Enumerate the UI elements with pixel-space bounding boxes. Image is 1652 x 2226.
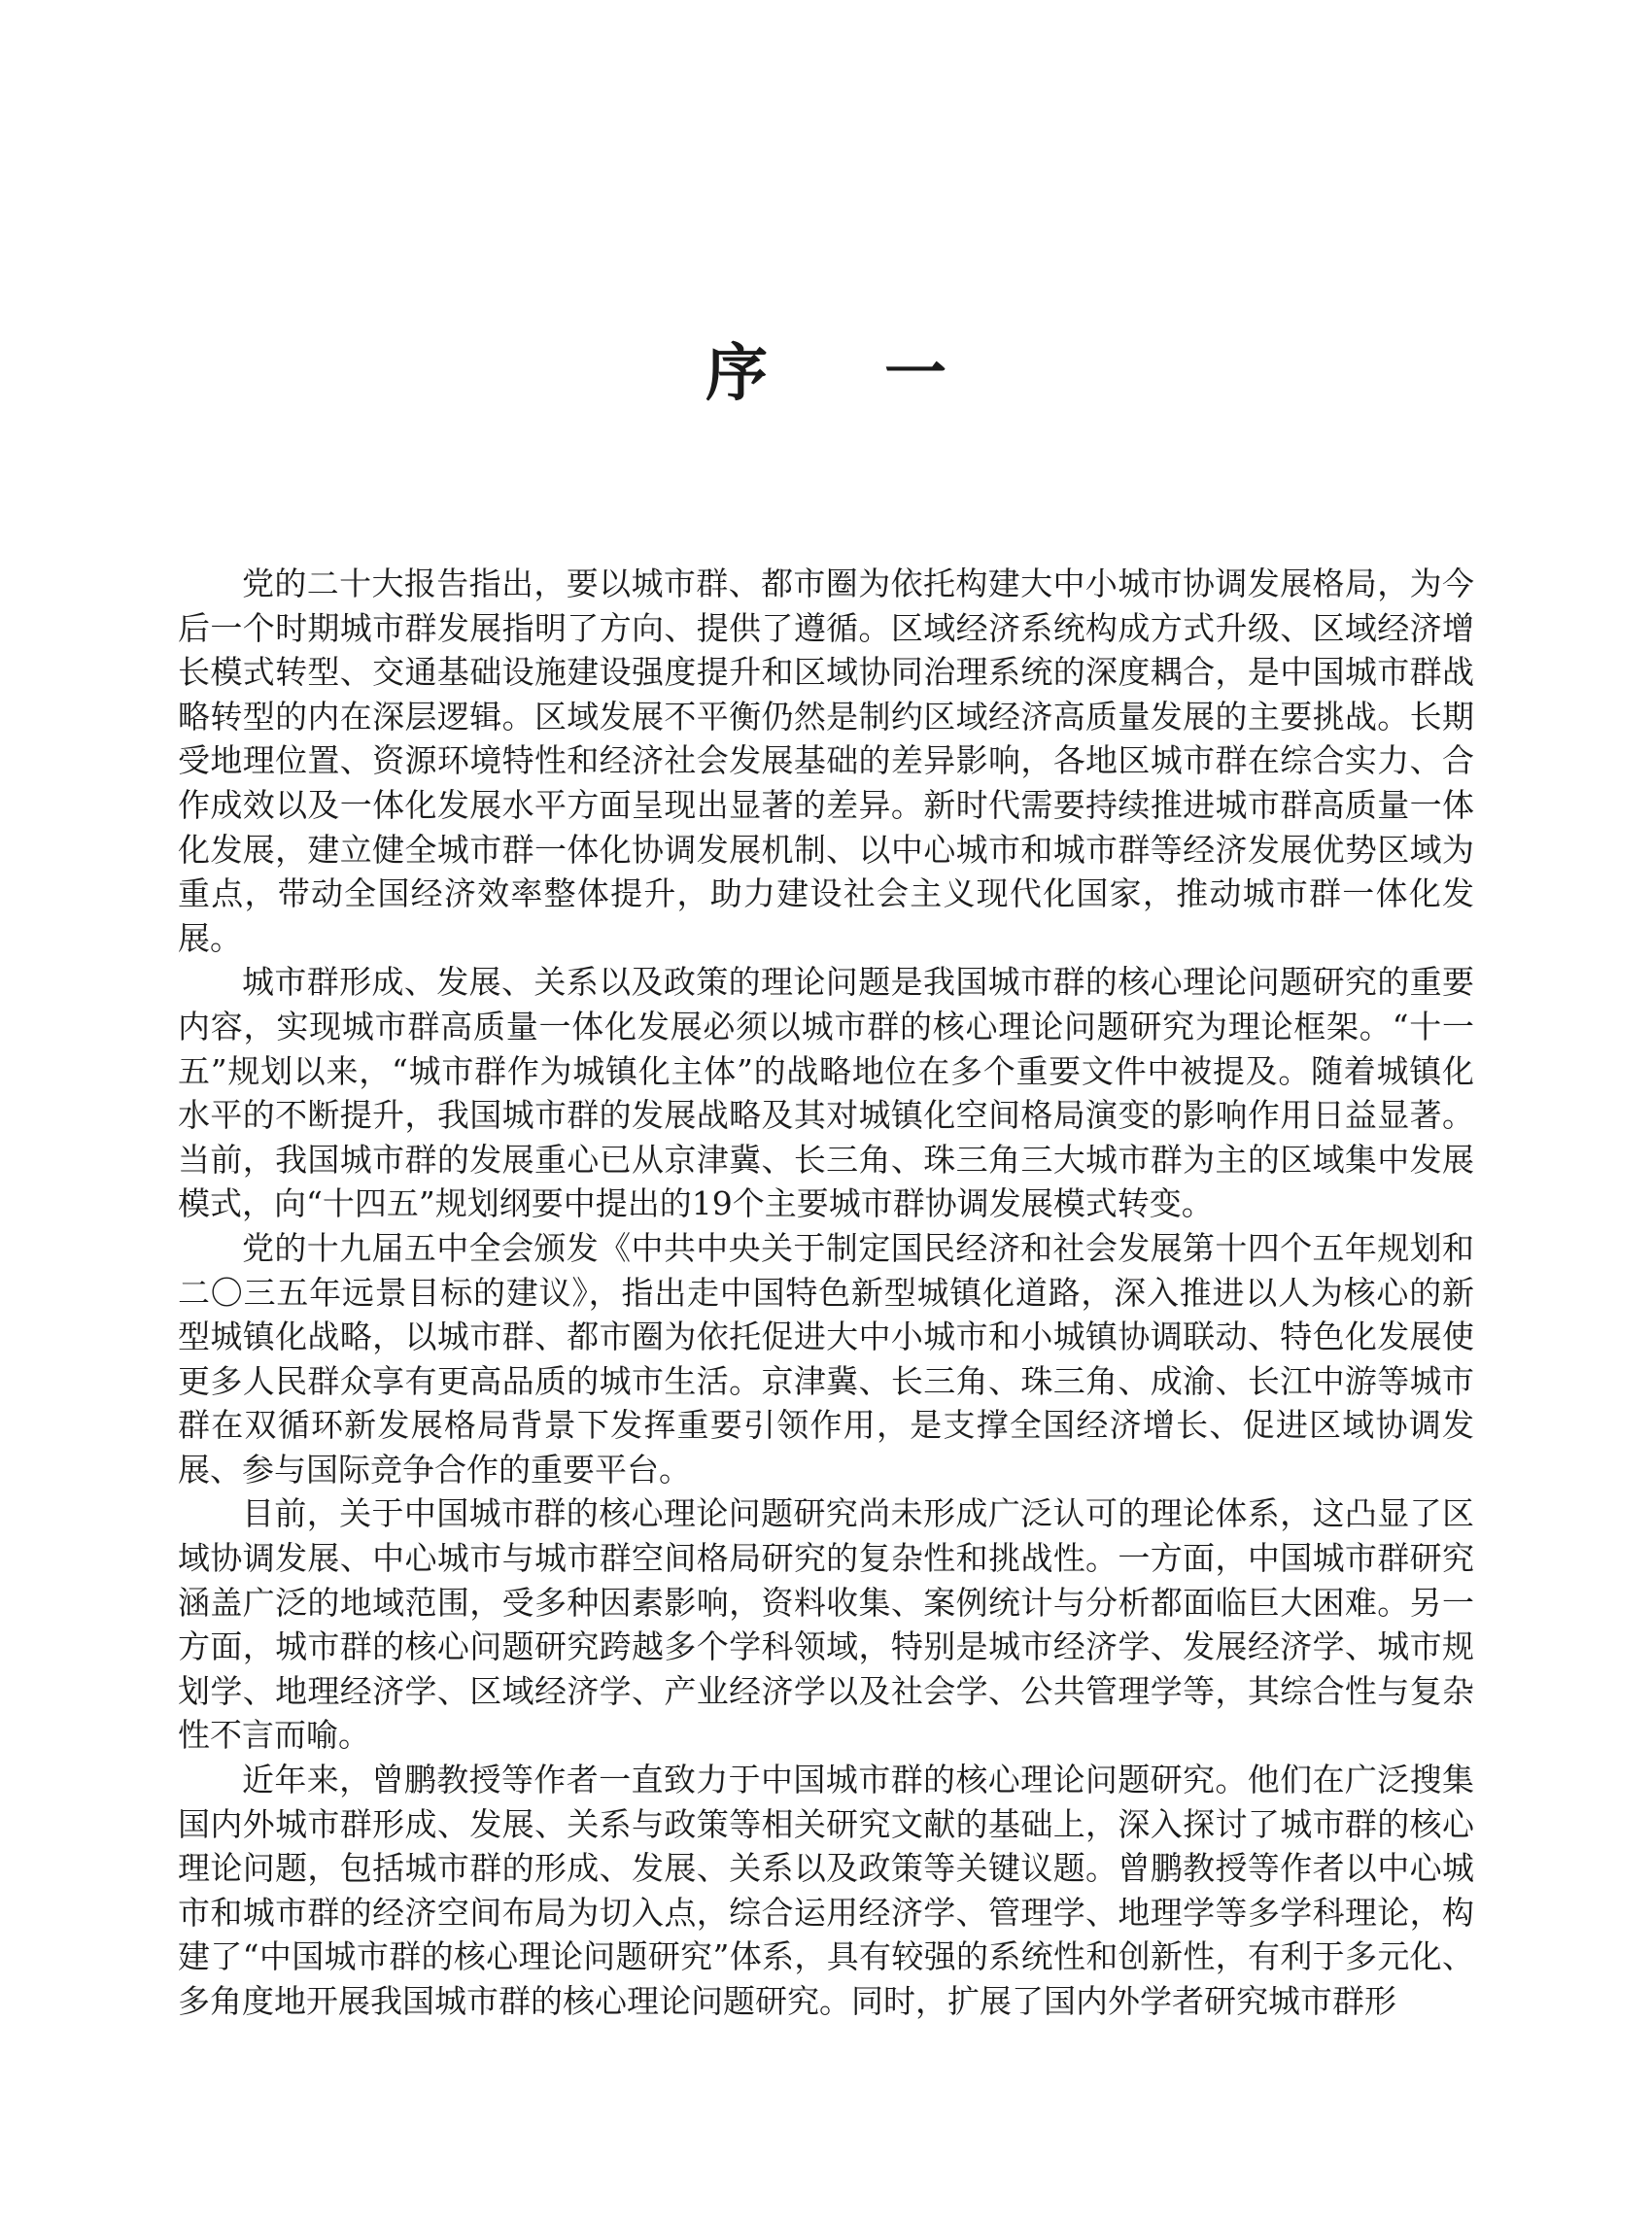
page-title bbox=[0, 335, 1652, 413]
paragraph-1: 党的二十大报告指出，要以城市群、都市圈为依托构建大中小城市协调发展格局，为今后一个时期城市群发展指明了方向、提供了遵循。区域经济系统构成方式升级、区域经济增长模式转型、交通基础设施建设强度提升和区域协同治理系统的深度耦合，是中国城市群战略转型的内在深层逻辑。区域发展不平衡仍然是制约区域经济高质量发展的主要挑战。长期受地理位置、资源环境特性和经济社会发展基础的差异影响，各地区城市群在综合实力、合作成效以及一体化发展水平方面呈现出显著的差异。新时代需要持续推进城市群高质量一体化发展，建立健全城市群一体化协调发展机制、以中心城市和城市群等经济发展优势区域为重点，带动全国经济效率整体提升，助力建设社会主义现代化国家，推动城市群一体化发展。 bbox=[178, 565, 1474, 957]
paragraph-4: 目前，关于中国城市群的核心理论问题研究尚未形成广泛认可的理论体系，这凸显了区域协调发展、中心城市与城市群空间格局研究的复杂性和挑战性。一方面，中国城市群研究涵盖广泛的地域范围，受多种因素影响，资料收集、案例统计与分析都面临巨大困难。另一方面，城市群的核心问题研究跨越多个学科领域，特别是城市经济学、发展经济学、城市规划学、地理经济学、区域经济学、产业经济学以及社会学、公共管理学等，其综合性与复杂性不言而喻。 bbox=[178, 1494, 1474, 1755]
paragraph-5: 近年来，曾鹏教授等作者一直致力于中国城市群的核心理论问题研究。他们在广泛搜集国内外城市群形成、发展、关系与政策等相关研究文献的基础上，深入探讨了城市群的核心理论问题，包括城市群的形成、发展、关系以及政策等关键议题。曾鹏教授等作者以中心城市和城市群的经济空间布局为切入点，综合运用经济学、管理学、地理学等多学科理论，构建了“中国城市群的核心理论问题研究”体系，具有较强的系统性和创新性，有利于多元化、多角度地开展我国城市群的核心理论问题研究。同时，扩展了国内外学者研究城市群形 bbox=[178, 1761, 1474, 2020]
title-char-xu: 序 bbox=[706, 337, 768, 410]
title-char-yi: 一 bbox=[884, 337, 946, 410]
body-text bbox=[178, 562, 1474, 2024]
paragraph-2: 城市群形成、发展、关系以及政策的理论问题是我国城市群的核心理论问题研究的重要内容，实现城市群高质量一体化发展必须以城市群的核心理论问题研究为理论框架。“十一五”规划以来，“城市群作为城镇化主体”的战略地位在多个重要文件中被提及。随着城镇化水平的不断提升，我国城市群的发展战略及其对城镇化空间格局演变的影响作用日益显著。当前，我国城市群的发展重心已从京津冀、长三角、珠三角三大城市群为主的区域集中发展模式，向“十四五”规划纲要中提出的19个主要城市群协调发展模式转变。 bbox=[178, 963, 1474, 1223]
paragraph-3: 党的十九届五中全会颁发《中共中央关于制定国民经济和社会发展第十四个五年规划和二〇三五年远景目标的建议》，指出走中国特色新型城镇化道路，深入推进以人为核心的新型城镇化战略，以城市群、都市圈为依托促进大中小城市和小城镇协调联动、特色化发展使更多人民群众享有更高品质的城市生活。京津冀、长三角、珠三角、成渝、长江中游等城市群在双循环新发展格局背景下发挥重要引领作用，是支撑全国经济增长、促进区域协调发展、参与国际竞争合作的重要平台。 bbox=[178, 1228, 1474, 1489]
